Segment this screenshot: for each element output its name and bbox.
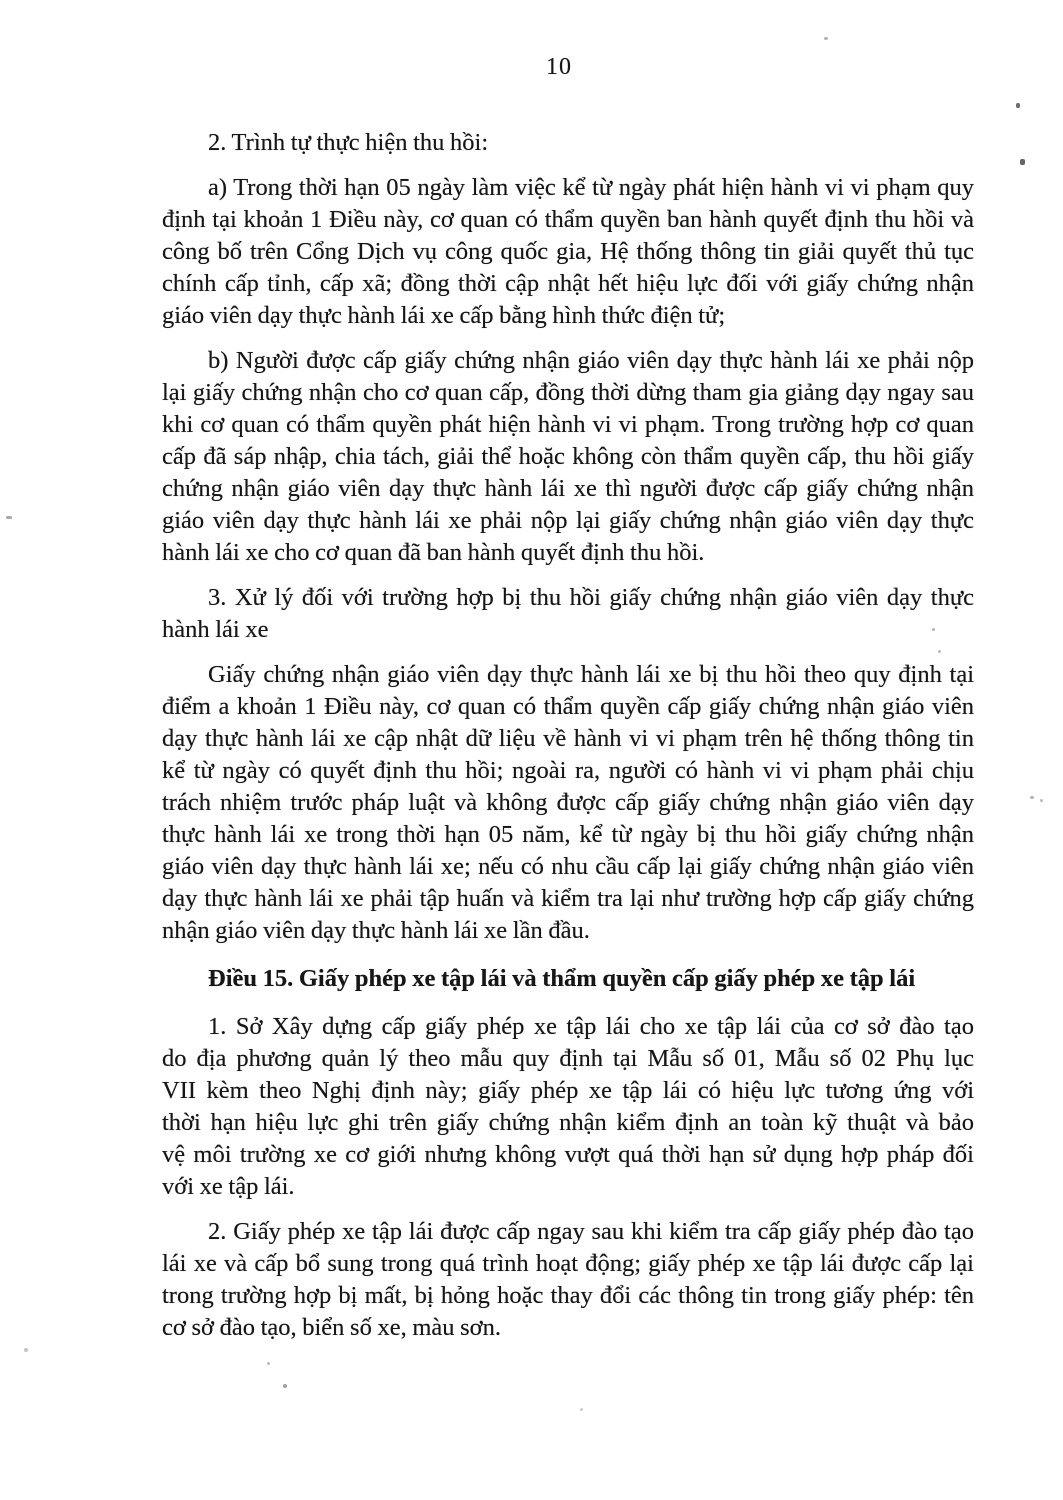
text-line: chứng nhận giáo viên dạy thực hành lái xe thì người được cấp giấy chứng nhận bbox=[162, 475, 974, 502]
page-number: 10 bbox=[546, 54, 572, 80]
text-line: 1. Sở Xây dựng cấp giấy phép xe tập lái cho xe tập lái của cơ sở đào tạo bbox=[208, 1013, 974, 1040]
text-line: lại giấy chứng nhận cho cơ quan cấp, đồng thời dừng tham gia giảng dạy ngay sau bbox=[162, 379, 974, 406]
text-line: Điều 15. Giấy phép xe tập lái và thẩm quyền cấp giấy phép xe tập lái bbox=[208, 965, 916, 992]
scan-artifact bbox=[1020, 159, 1025, 165]
scan-artifact bbox=[267, 1362, 270, 1365]
text-line: lái xe và cấp bổ sung trong quá trình hoạt động; giấy phép xe tập lái được cấp lại bbox=[162, 1250, 974, 1277]
text-line: a) Trong thời hạn 05 ngày làm việc kể từ ngày phát hiện hành vi vi phạm quy bbox=[208, 174, 974, 201]
text-line: thời hạn hiệu lực ghi trên giấy chứng nhận kiểm định an toàn kỹ thuật và bảo bbox=[162, 1109, 974, 1136]
text-line: trách nhiệm trước pháp luật và không được cấp giấy chứng nhận giáo viên dạy bbox=[162, 789, 974, 816]
text-line: chính cấp tỉnh, cấp xã; đồng thời cập nhật hết hiệu lực đối với giấy chứng nhận bbox=[162, 270, 974, 297]
text-line: cơ sở đào tạo, biển số xe, màu sơn. bbox=[162, 1314, 502, 1341]
text-line: trong trường hợp bị mất, bị hỏng hoặc thay đổi các thông tin trong giấy phép: tên bbox=[162, 1282, 974, 1309]
text-line: nhận giáo viên dạy thực hành lái xe lần đầu. bbox=[162, 917, 590, 944]
scan-artifact bbox=[932, 628, 935, 631]
clause-3-heading bbox=[162, 582, 974, 646]
scan-artifact bbox=[24, 1348, 28, 1352]
text-line: 3. Xử lý đối với trường hợp bị thu hồi giấy chứng nhận giáo viên dạy thực bbox=[208, 584, 974, 611]
scan-artifact bbox=[283, 1384, 287, 1388]
clause-2-heading bbox=[162, 127, 974, 159]
point-b bbox=[162, 345, 974, 569]
text-line: hành lái xe cho cơ quan đã ban hành quyết định thu hồi. bbox=[162, 539, 705, 566]
scan-artifact bbox=[1016, 103, 1020, 108]
page-body bbox=[162, 127, 974, 1357]
article-15-clause-1 bbox=[162, 1011, 974, 1203]
text-line: b) Người được cấp giấy chứng nhận giáo viên dạy thực hành lái xe phải nộp bbox=[208, 347, 974, 374]
scan-artifact bbox=[580, 1408, 583, 1411]
article-15-clause-2 bbox=[162, 1216, 974, 1344]
scan-artifact bbox=[1030, 796, 1034, 799]
scan-artifact bbox=[824, 37, 828, 40]
text-line: hành lái xe bbox=[162, 616, 269, 643]
text-line: giáo viên dạy thực hành lái xe; nếu có nhu cầu cấp lại giấy chứng nhận giáo viên bbox=[162, 853, 974, 880]
clause-3-body bbox=[162, 659, 974, 947]
text-line: dạy thực hành lái xe cập nhật dữ liệu về hành vi vi phạm trên hệ thống thông tin bbox=[162, 725, 974, 752]
scan-artifact bbox=[6, 516, 12, 519]
text-line: khi cơ quan có thẩm quyền phát hiện hành vi vi phạm. Trong trường hợp cơ quan bbox=[162, 411, 974, 438]
text-line: cấp đã sáp nhập, chia tách, giải thể hoặc không còn thẩm quyền cấp, thu hồi giấy bbox=[162, 443, 974, 470]
text-line: Giấy chứng nhận giáo viên dạy thực hành lái xe bị thu hồi theo quy định tại bbox=[208, 661, 974, 688]
text-line: thực hành lái xe trong thời hạn 05 năm, kể từ ngày bị thu hồi giấy chứng nhận bbox=[162, 821, 974, 848]
text-line: do địa phương quản lý theo mẫu quy định tại Mẫu số 01, Mẫu số 02 Phụ lục bbox=[162, 1045, 974, 1072]
text-line: định tại khoản 1 Điều này, cơ quan có thẩm quyền ban hành quyết định thu hồi và bbox=[162, 206, 974, 233]
scan-artifact bbox=[1040, 799, 1043, 802]
article-15-heading bbox=[162, 963, 974, 995]
text-line: 2. Trình tự thực hiện thu hồi: bbox=[208, 129, 489, 156]
text-line: vệ môi trường xe cơ giới nhưng không vượt quá thời hạn sử dụng hợp pháp đối bbox=[162, 1141, 974, 1168]
text-line: giáo viên dạy thực hành lái xe cấp bằng hình thức điện tử; bbox=[162, 302, 726, 329]
scan-artifact bbox=[938, 650, 941, 653]
text-line: công bố trên Cổng Dịch vụ công quốc gia, Hệ thống thông tin giải quyết thủ tục bbox=[162, 238, 974, 265]
text-line: kể từ ngày có quyết định thu hồi; ngoài ra, người có hành vi vi phạm phải chịu bbox=[162, 757, 974, 784]
text-line: giáo viên dạy thực hành lái xe phải nộp lại giấy chứng nhận giáo viên dạy thực bbox=[162, 507, 974, 534]
point-a bbox=[162, 172, 974, 332]
text-line: với xe tập lái. bbox=[162, 1173, 295, 1200]
text-line: VII kèm theo Nghị định này; giấy phép xe tập lái có hiệu lực tương ứng với bbox=[162, 1077, 974, 1104]
text-line: 2. Giấy phép xe tập lái được cấp ngay sau khi kiểm tra cấp giấy phép đào tạo bbox=[208, 1218, 974, 1245]
text-line: điểm a khoản 1 Điều này, cơ quan có thẩm quyền cấp giấy chứng nhận giáo viên bbox=[162, 693, 974, 720]
text-line: dạy thực hành lái xe phải tập huấn và kiểm tra lại như trường hợp cấp giấy chứng bbox=[162, 885, 974, 912]
